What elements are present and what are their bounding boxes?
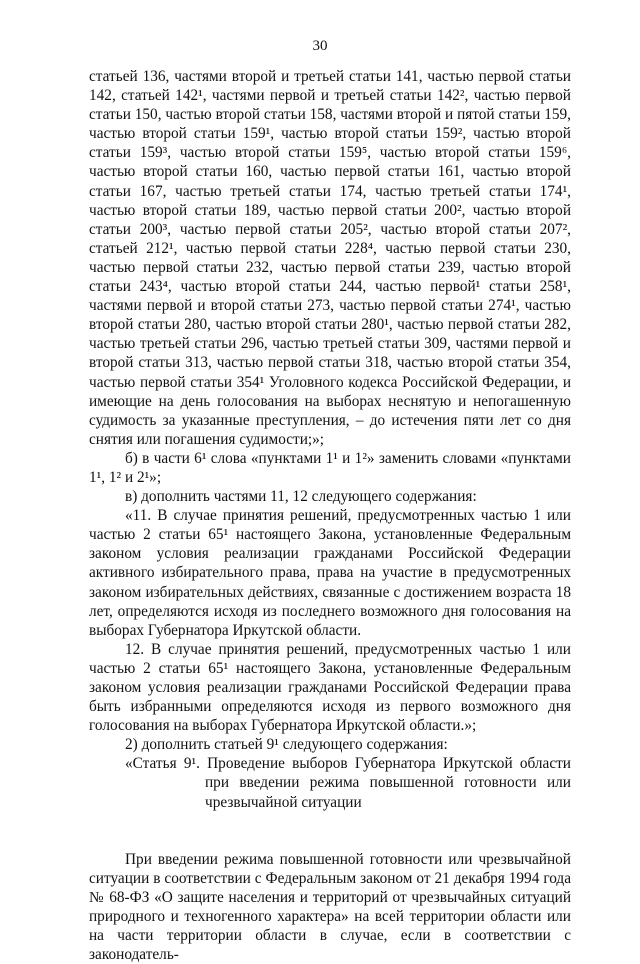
paragraph-criminal-code-articles: статьей 136, частями второй и третьей статьи 141, частью первой статьи 142, статьей 142¹, частями первой и третьей статьи 142², частью первой статьи 150, частью второй статьи 158, частями второй и пятой статьи 159, частью второй статьи 159¹, частью второй статьи 159², частью второй статьи 159³, частью второй статьи 159⁵, частью второй статьи 159⁶, частью второй статьи 160, частью первой статьи 161, частью второй статьи 167, частью третьей статьи 174, частью третьей статьи 174¹, частью второй статьи 189, частью первой статьи 200², частью второй статьи 200³, частью первой статьи 205², частью второй статьи 207², статьей 212¹, частью первой статьи 228⁴, частью первой статьи 230, частью первой статьи 232, частью первой статьи 239, частью второй статьи 243⁴, частью второй статьи 244, частью первой¹ статьи 258¹, частями первой и второй статьи 273, частью первой статьи 274¹, частью второй статьи 280, частью второй статьи 280¹, частью первой статьи 282, частью третьей статьи 296, частью третьей статьи 309, частями первой и второй статьи 313, частью первой статьи 318, частью второй статьи 354, частью первой статьи 354¹ Уголовного кодекса Российской Федерации, и имеющие на день голосования на выборах неснятую и непогашенную судимость за указанные преступления, – до истечения пяти лет со дня снятия или погашения судимости;»; <box>89 68 571 448</box>
paragraph-amendment-2: 2) дополнить статьей 9¹ следующего содержания: <box>125 736 448 754</box>
paragraph-part-11: «11. В случае принятия решений, предусмотренных частью 1 или частью 2 статьи 65¹ настоящего Закона, установленные Федеральным законом условия реализации гражданами Российской Федерации активного избирательного права, права на участие в предусмотренных законом избирательных действиях, связанные с достижением возраста 18 лет, определяются исходя из последнего возможного дня голосования на выборах Губернатора Иркутской области. <box>89 507 571 639</box>
article-heading: «Статья 9¹. Проведение выборов Губернатора Иркутской области при введении режима повышенной готовности или чрезвычайной ситуации <box>125 755 571 811</box>
paragraph-amendment-b: б) в части 6¹ слова «пунктами 1¹ и 1²» заменить словами «пунктами 1¹, 1² и 2¹»; <box>89 449 571 486</box>
spacer <box>89 812 571 850</box>
document-body <box>89 67 571 964</box>
paragraph-article-body: При введении режима повышенной готовности или чрезвычайной ситуации в соответствии с Федеральным законом от 21 декабря 1994 года № 68-ФЗ «О защите населения и территорий от чрезвычайных ситуаций природного и техногенного характера» на всей территории области или на части территории области в случае, если в соответствии с законодатель- <box>89 850 571 964</box>
page-number: 30 <box>312 38 328 54</box>
paragraph-part-12: 12. В случае принятия решений, предусмотренных частью 1 или частью 2 статьи 65¹ настоящего Закона, установленные Федеральным законом условия реализации гражданами Российской Федерации права быть избранными определяются исходя из первого возможного дня голосования на выборах Губернатора Иркутской области.»; <box>89 640 571 735</box>
paragraph-amendment-v: в) дополнить частями 11, 12 следующего содержания: <box>125 488 477 506</box>
